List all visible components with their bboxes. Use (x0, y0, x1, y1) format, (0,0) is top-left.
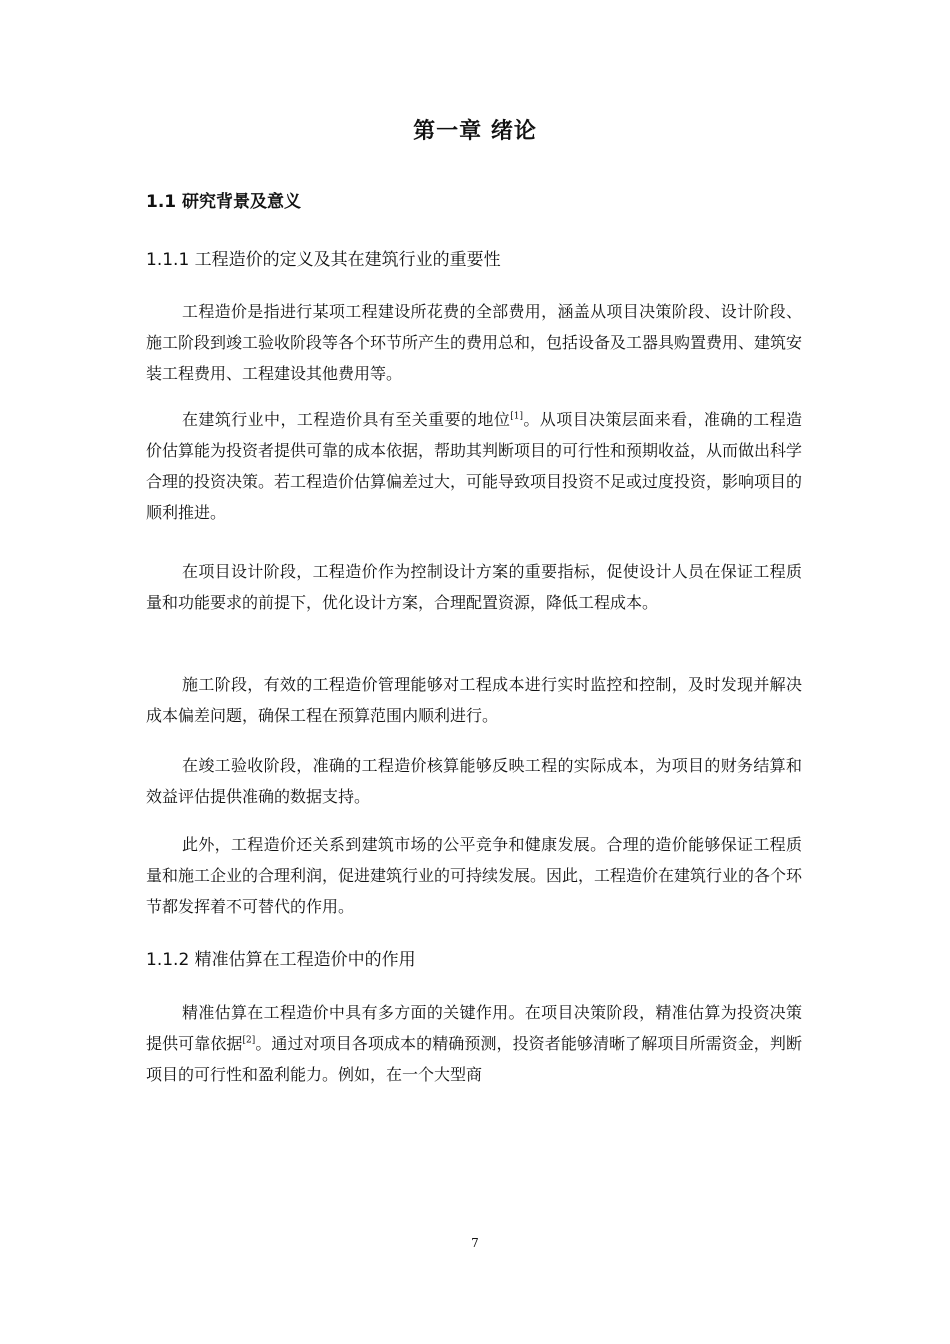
paragraph-text: 在建筑行业中，工程造价具有至关重要的地位 (182, 410, 511, 429)
paragraph-precise-estimation (146, 997, 802, 1090)
paragraph-definition: 工程造价是指进行某项工程建设所花费的全部费用，涵盖从项目决策阶段、设计阶段、施工阶段到竣工验收阶段等各个环节所产生的费用总和，包括设备及工器具购置费用、建筑安装工程费用、工程建设其他费用等。 (146, 302, 803, 383)
paragraph-importance (146, 404, 802, 528)
citation-marker: [1] (510, 411, 523, 422)
section-heading-1-1: 1.1 研究背景及意义 (146, 192, 302, 212)
section-heading-1-1-2: 1.1.2 精准估算在工程造价中的作用 (146, 950, 416, 970)
paragraph-text: 。通过对项目各项成本的精确预测，投资者能够清晰了解项目所需资金，判断项目的可行性和盈利能力。例如，在一个大型商 (146, 1034, 802, 1084)
section-heading-1-1-1: 1.1.1 工程造价的定义及其在建筑行业的重要性 (146, 250, 501, 270)
paragraph-acceptance-stage: 在竣工验收阶段，准确的工程造价核算能够反映工程的实际成本，为项目的财务结算和效益评估提供准确的数据支持。 (146, 756, 802, 806)
chapter-title: 第一章 绪论 (413, 119, 537, 144)
paragraph-text: 。从项目决策层面来看，准确的工程造价估算能为投资者提供可靠的成本依据，帮助其判断项目的可行性和预期收益，从而做出科学合理的投资决策。若工程造价估算偏差过大，可能导致项目投资不足或过度投资，影响项目的顺利推进。 (146, 410, 803, 522)
paragraph-market: 此外，工程造价还关系到建筑市场的公平竞争和健康发展。合理的造价能够保证工程质量和施工企业的合理利润，促进建筑行业的可持续发展。因此，工程造价在建筑行业的各个环节都发挥着不可替代的作用。 (146, 835, 803, 916)
paragraph-design-stage: 在项目设计阶段，工程造价作为控制设计方案的重要指标，促使设计人员在保证工程质量和功能要求的前提下，优化设计方案，合理配置资源，降低工程成本。 (146, 562, 802, 612)
paragraph-construction-stage: 施工阶段，有效的工程造价管理能够对工程成本进行实时监控和控制，及时发现并解决成本偏差问题，确保工程在预算范围内顺利进行。 (146, 675, 802, 725)
citation-marker: [2] (242, 1035, 256, 1046)
paragraph-text: 精准估算在工程造价中具有多方面的关键作用。在项目决策阶段，精准估算为投资决策提供可靠依据 (146, 1003, 802, 1053)
page-number: 7 (471, 1236, 479, 1250)
